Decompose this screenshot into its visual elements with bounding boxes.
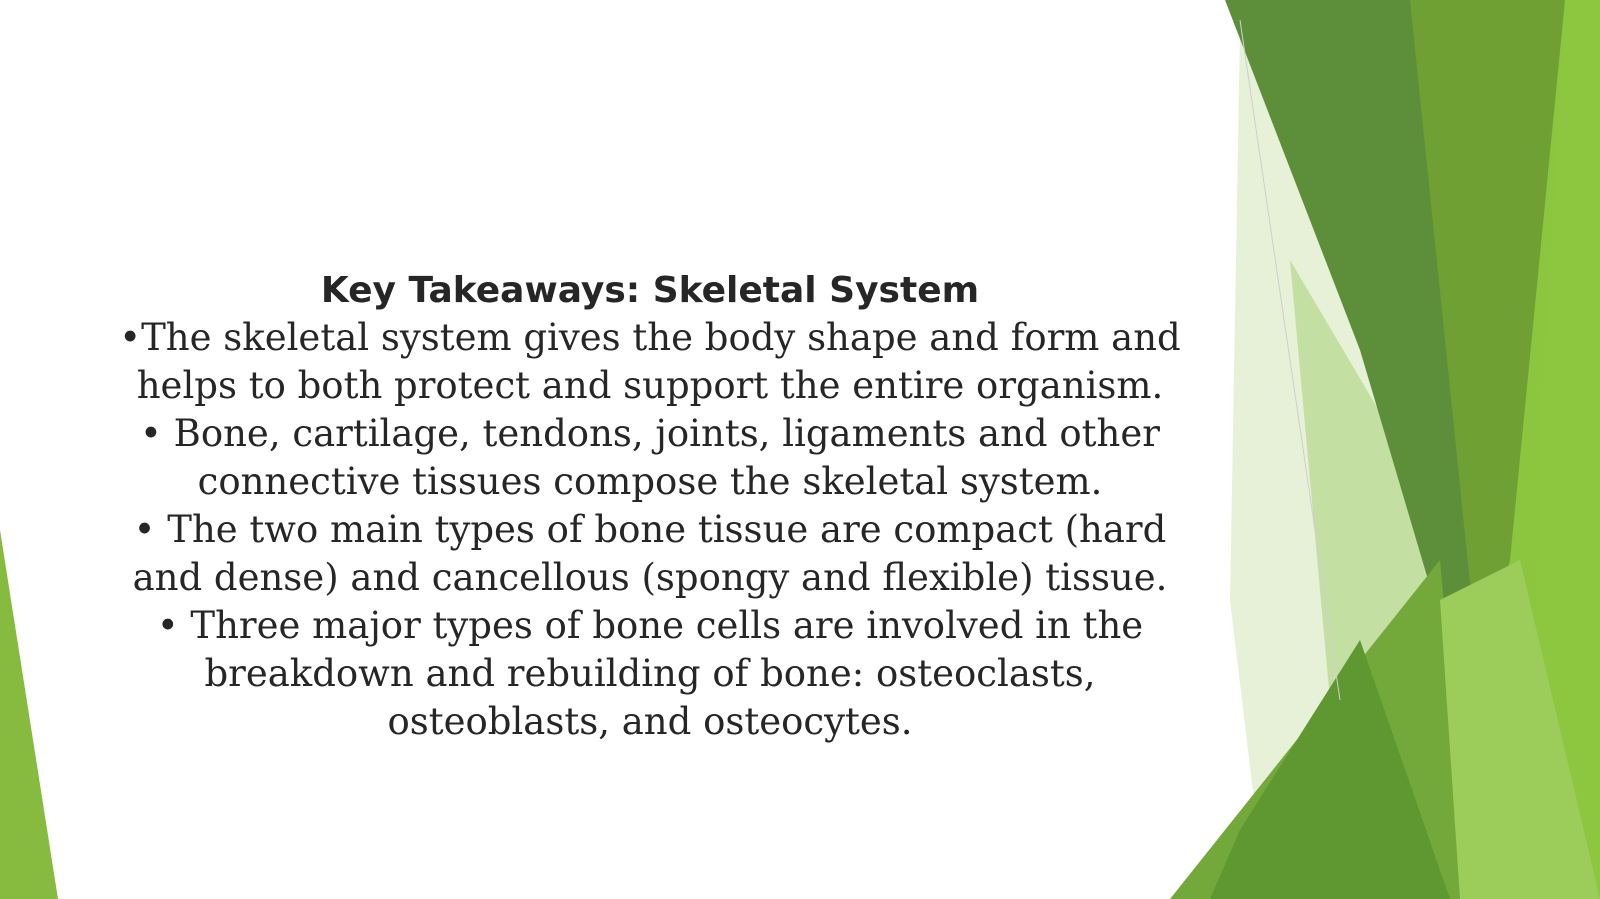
bullet-mark: • [119,316,142,359]
bullet-text: The two main types of bone tissue are compact (hard and dense) and cancellous (spongy and flexible) tissue. [132,508,1168,599]
bullet-mark: • [140,412,174,455]
slide-content [100,268,1200,746]
bullet-list [100,314,1200,746]
bullet-item-2 [100,410,1200,506]
bullet-text: The skeletal system gives the body shape and form and helps to both protect and support the entire organism. [136,316,1181,407]
bullet-mark: • [156,604,191,647]
bullet-item-3 [100,506,1200,602]
bullet-text: Three major types of bone cells are involved in the breakdown and rebuilding of bone: osteoclasts, osteoblasts, and osteocytes. [190,604,1144,743]
bullet-item-1 [100,314,1200,410]
left-green-sliver [0,530,58,899]
bullet-text: Bone, cartilage, tendons, joints, ligaments and other connective tissues compose the skeletal system. [173,412,1160,503]
bullet-mark: • [133,508,168,551]
bullet-item-4 [100,602,1200,746]
slide-title: Key Takeaways: Skeletal System [320,270,980,311]
